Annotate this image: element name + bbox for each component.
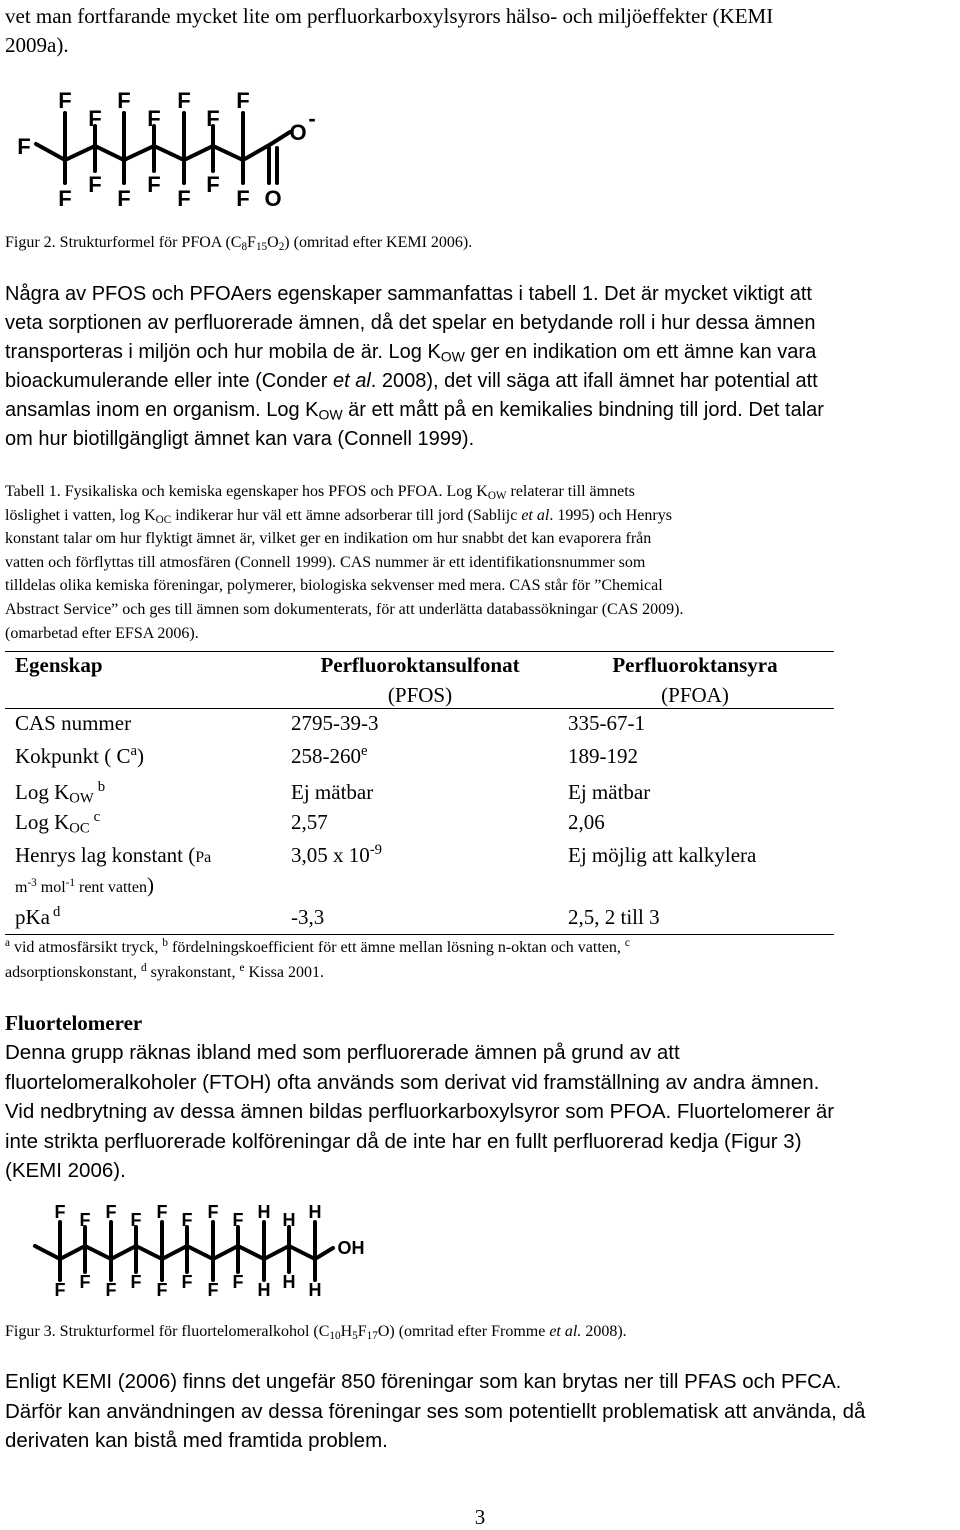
paragraph-line: bioackumulerande eller inte (Conder et al. 2008), det vill säga att ifall ämnet har potential att <box>5 370 818 392</box>
atom-f: F <box>181 1272 193 1292</box>
atom-f: F <box>206 172 220 197</box>
cell-pfoa-kokpunkt: 189-192 <box>568 744 638 768</box>
row-label-logkow: Log $K_{OW}^b$ <box>15 778 106 807</box>
row-label-pka: pKa $^d$ <box>15 903 61 929</box>
cell-pfos-cas: 2795-39-3 <box>291 711 379 735</box>
paragraph-line: Vid nedbrytning av dessa ämnen bildas perfluorkarboxylsyror som PFOA. Fluortelomerer är <box>5 1100 835 1123</box>
pfoa-structure-figure <box>0 82 340 222</box>
header-egenskap: Egenskap <box>15 653 103 677</box>
atom-f: F <box>58 88 72 113</box>
intro-text <box>5 2 773 60</box>
cell-pfoa-logkow: Ej mätbar <box>568 780 651 804</box>
row-label-logkoc: Log $K_{OC}^c$ <box>15 808 101 837</box>
atom-f: F <box>17 134 31 159</box>
atom-h: H <box>308 1202 322 1222</box>
paragraph-line: fluortelomeralkoholer (FTOH) ofta används som derivat vid framställning av andra ämnen. <box>5 1070 820 1094</box>
atom-f: F <box>177 88 191 113</box>
intro-line: 2009a). <box>5 33 69 57</box>
atom-h: H <box>257 1280 271 1300</box>
atom-f: F <box>79 1210 91 1230</box>
cell-pfoa-cas: 335-67-1 <box>568 711 645 735</box>
page-number: 3 <box>474 1505 486 1529</box>
paragraph-line: om hur biotillgängligt ämnet kan vara (Connell 1999). <box>5 428 475 450</box>
paragraph-final <box>5 1367 865 1456</box>
atom-f: F <box>54 1280 66 1300</box>
paragraph-line: veta sorptionen av perfluorerade ämnen, då det spelar en betydande roll i hur dessa ämnen <box>5 312 816 334</box>
atom-f: F <box>207 1202 219 1222</box>
paragraph-line: (KEMI 2006). <box>5 1159 126 1182</box>
ftoh-structure-figure <box>15 1192 385 1307</box>
section-heading-fluortelomerer: Fluortelomerer <box>5 1011 143 1035</box>
atom-h: H <box>282 1272 296 1292</box>
cell-pfos-henry: 3,05 x $10^{-9}$ <box>291 841 382 867</box>
paragraph-line: inte strikta perfluorerade kolföreningar då de inte har en fullt perfluorerad kedja (Figur 3) <box>5 1129 802 1153</box>
charge-minus: - <box>308 106 316 131</box>
paragraph-line: Några av PFOS och PFOAers egenskaper sammanfattas i tabell 1. Det är mycket viktigt att <box>5 283 812 305</box>
intro-line: vet man fortfarande mycket lite om perfluorkarboxylsyrors hälso- och miljöeffekter (KEMI <box>5 4 774 28</box>
caption-line: tilldelas olika kemiska föreningar, polymerer, biologiska sekvenser med mera. CAS står för ”Chemical <box>5 577 663 595</box>
caption-line: löslighet i vatten, $\log K_{OC}$ indikerar hur väl ett ämne adsorberar till jord (Sablijc et al. 1995) och Henrys <box>5 506 672 526</box>
table-top-rule <box>5 651 834 652</box>
paragraph-line: ansamlas inom en organism. Log $K_{OW}$ är ett mått på en kemikalies bindning till jord. Det talar <box>5 399 824 423</box>
atom-h: H <box>282 1210 296 1230</box>
paragraph-fluortelomerer <box>5 1038 834 1186</box>
atom-f: F <box>130 1210 142 1230</box>
atom-f: F <box>88 172 102 197</box>
paragraph-line: transporteras i miljön och hur mobila de är. Log $K_{OW}$ ger en indikation om ett ämne kan vara <box>5 341 817 365</box>
cell-pfos-kokpunkt: 258-260e <box>291 742 368 768</box>
atom-f: F <box>88 106 102 131</box>
atom-f: F <box>181 1210 193 1230</box>
footnote-line: $^a$ vid atmosfärsikt tryck, $^b$ fördelningskoefficient för ett ämne mellan lösning n-oktan och vatten, $^c$ <box>5 936 630 956</box>
atom-f: F <box>147 106 161 131</box>
table-header-rule <box>5 708 834 709</box>
atom-f: F <box>147 172 161 197</box>
cell-pfos-logkow: Ej mätbar <box>291 780 374 804</box>
atom-f: F <box>232 1210 244 1230</box>
row-label-henry: Henrys lag konstant (Pa <box>15 843 212 867</box>
cell-pfos-logkoc: 2,57 <box>291 810 328 834</box>
atom-f: F <box>117 186 131 211</box>
atom-f: F <box>117 88 131 113</box>
atom-h: H <box>257 1202 271 1222</box>
header-pfoa: Perfluoroktansyra (PFOA) <box>612 653 778 707</box>
paragraph-line: Denna grupp räknas ibland med som perfluorerade ämnen på grund av att <box>5 1041 680 1064</box>
caption-line: Abstract Service” och ges till ämnen som dokumenterats, för att underlätta databassökningar (CAS 2009). <box>5 600 684 618</box>
figure2-caption: Figur 2. Strukturformel för PFOA $(C_8F_{15}O_2)$ (omritad efter KEMI 2006). <box>5 234 473 253</box>
atom-f: F <box>105 1202 117 1222</box>
paragraph-line: Enligt KEMI (2006) finns det ungefär 850 föreningar som kan brytas ner till PFAS och PFCA. <box>5 1370 842 1393</box>
atom-f: F <box>156 1280 168 1300</box>
header-pfos: Perfluoroktansulfonat (PFOS) <box>320 653 520 707</box>
atom-f: F <box>177 186 191 211</box>
atom-f: F <box>207 1280 219 1300</box>
atom-f: F <box>130 1272 142 1292</box>
atom-h: H <box>308 1280 322 1300</box>
atom-f: F <box>206 106 220 131</box>
caption-line: Tabell 1. Fysikaliska och kemiska egenskaper hos PFOS och PFOA. Log $K_{OW}$ relaterar till ämnets <box>5 483 635 502</box>
row-label-kokpunkt: Kokpunkt ( $C^a$) <box>15 742 145 768</box>
row-label-cas: CAS nummer <box>15 711 132 735</box>
atom-f: F <box>58 186 72 211</box>
cell-pfoa-logkoc: 2,06 <box>568 810 605 834</box>
cell-pfoa-pka: 2,5, 2 till 3 <box>568 905 660 929</box>
atom-f: F <box>54 1202 66 1222</box>
paragraph-line: Därför kan användningen av dessa föreningar ses som potentiellt problematisk att använda, då <box>5 1399 866 1423</box>
paragraph-line: derivaten kan bistå med framtida problem. <box>5 1429 388 1452</box>
caption-line: konstant talar om hur flyktigt ämnet är, vilket ger en indikation om hur snabbt det kan evaporera från <box>5 530 652 548</box>
atom-f: F <box>236 186 250 211</box>
atom-f: F <box>105 1280 117 1300</box>
caption-line: vatten och förflyttas till atmosfären (Connell 1999). CAS nummer är ett identifikationsnummer som <box>5 553 646 571</box>
atom-o: O <box>264 186 282 211</box>
atom-oh: OH <box>337 1238 365 1258</box>
figure3-caption: Figur 3. Strukturformel för fluortelomeralkohol $(C_{10}H_5F_{17}O)$ (omritad efter Fromme et al. 2008). <box>5 1323 627 1342</box>
cell-pfoa-henry: Ej möjlig att kalkylera <box>568 843 757 867</box>
atom-f: F <box>79 1272 91 1292</box>
paragraph-sorption <box>5 280 824 454</box>
cell-pfos-pka: -3,3 <box>291 905 325 929</box>
atom-f: F <box>156 1202 168 1222</box>
atom-f: F <box>236 88 250 113</box>
atom-o: O <box>289 120 307 145</box>
atom-f: F <box>232 1272 244 1292</box>
table-caption <box>5 480 683 645</box>
footnote-line: adsorptionskonstant, $^d$ syrakonstant, $^e$ Kissa 2001. <box>5 961 324 981</box>
table-footnote <box>5 935 630 985</box>
row-label-henry-unit: $m^{-3}$ mol$^{-1}$ rent vatten) <box>15 873 154 897</box>
caption-line: (omarbetad efter EFSA 2006). <box>5 624 199 642</box>
